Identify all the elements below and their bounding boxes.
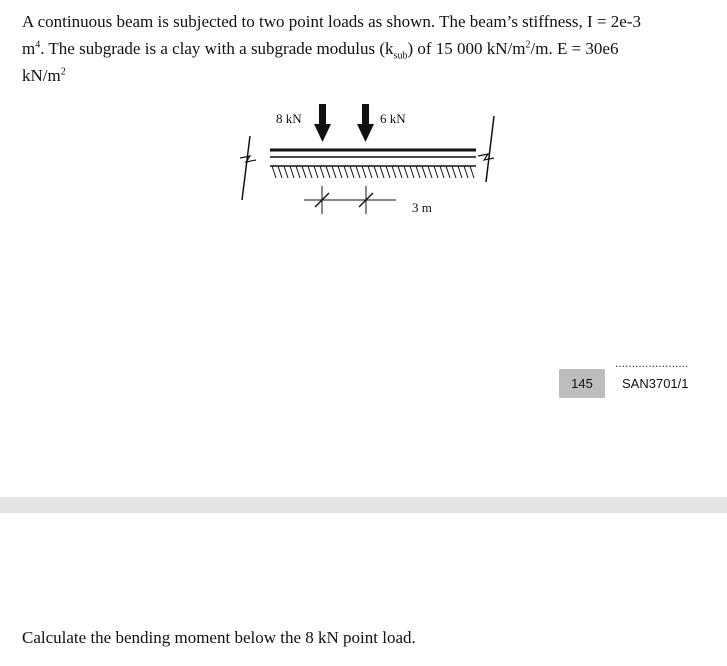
unit-kn-m: kN/m [22,66,61,85]
exponent-4: 4 [35,39,41,51]
problem-line-2 [22,35,712,62]
unit-m: m [22,39,36,58]
problem-line-3 [22,62,712,89]
page-separator [0,497,727,513]
left-break-zigzag [240,156,256,162]
beam-diagram [236,100,506,230]
exponent-2: 2 [525,39,531,51]
subgrade-text: . The subgrade is a clay with a subgrade modulus (k [40,39,394,58]
course-code: SAN3701/1 [622,376,689,391]
right-break-line [486,116,494,182]
elastic-modulus: /m. E = 30e6 [530,39,619,58]
load-label-6kn: 6 kN [380,111,406,126]
footer-dots: ...................... [615,356,689,370]
problem-statement [22,8,712,89]
modulus-value: ) of 15 000 kN/m [407,39,526,58]
load-label-8kn: 8 kN [276,111,302,126]
beam-diagram-svg [236,100,506,230]
subgrade-hatching [272,166,474,178]
left-break-line [242,136,250,200]
right-break-zigzag [478,154,494,160]
exponent-2b: 2 [60,66,66,78]
subscript-sub: sub [393,50,408,62]
load-arrow-8kn [314,104,331,142]
spacing-label: 3 m [412,200,432,215]
page-number-badge: 145 [559,369,605,398]
problem-line-1: A continuous beam is subjected to two point loads as shown. The beam’s stiffness, I = 2e-3 [22,12,641,31]
question-text: Calculate the bending moment below the 8 kN point load. [22,628,416,647]
load-arrow-6kn [357,104,374,142]
